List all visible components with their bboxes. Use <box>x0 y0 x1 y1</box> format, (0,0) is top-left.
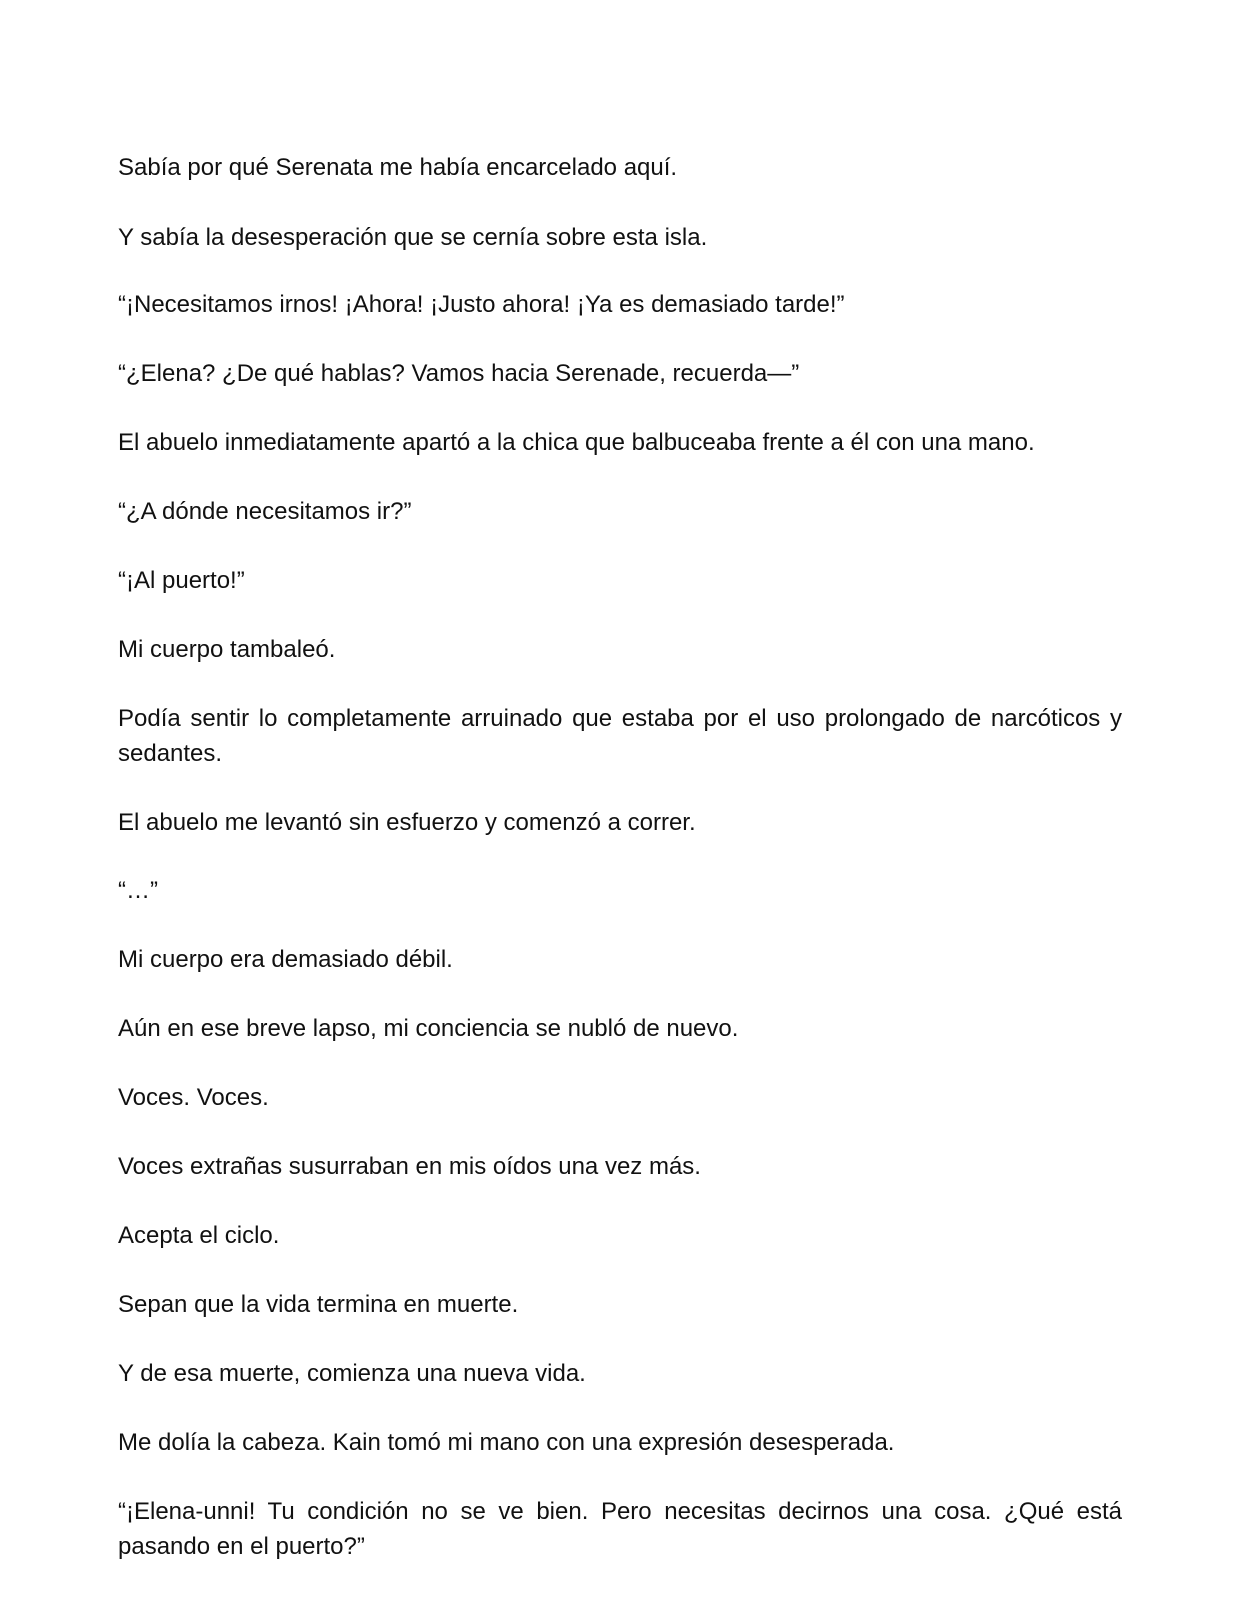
paragraph: Y de esa muerte, comienza una nueva vida. <box>118 1360 586 1387</box>
paragraph: Acepta el ciclo. <box>118 1222 280 1249</box>
paragraph: Mi cuerpo era demasiado débil. <box>118 946 453 973</box>
paragraph: “…” <box>118 877 158 904</box>
paragraph: Mi cuerpo tambaleó. <box>118 636 336 663</box>
paragraph: “¿Elena? ¿De qué hablas? Vamos hacia Serenade, recuerda—” <box>118 360 800 387</box>
paragraph: “¡Elena-unni! Tu condición no se ve bien. Pero necesitas decirnos una cosa. ¿Qué está pasando en el puerto?” <box>118 1498 1122 1560</box>
paragraph: El abuelo me levantó sin esfuerzo y comenzó a correr. <box>118 809 696 836</box>
paragraph: Sepan que la vida termina en muerte. <box>118 1291 519 1318</box>
paragraph: Me dolía la cabeza. Kain tomó mi mano con una expresión desesperada. <box>118 1429 895 1456</box>
paragraph: Voces. Voces. <box>118 1084 269 1111</box>
paragraph: Aún en ese breve lapso, mi conciencia se nubló de nuevo. <box>118 1015 739 1042</box>
paragraph: “¡Al puerto!” <box>118 567 245 594</box>
paragraph: “¡Necesitamos irnos! ¡Ahora! ¡Justo ahora! ¡Ya es demasiado tarde!” <box>118 291 845 318</box>
paragraph: El abuelo inmediatamente apartó a la chica que balbuceaba frente a él con una mano. <box>118 429 1035 456</box>
paragraph: Podía sentir lo completamente arruinado que estaba por el uso prolongado de narcóticos y sedantes. <box>118 705 1122 767</box>
paragraph: Voces extrañas susurraban en mis oídos una vez más. <box>118 1153 701 1180</box>
paragraph: “¿A dónde necesitamos ir?” <box>118 498 412 525</box>
paragraph: Y sabía la desesperación que se cernía sobre esta isla. <box>118 224 708 251</box>
paragraph: Sabía por qué Serenata me había encarcelado aquí. <box>118 154 678 181</box>
